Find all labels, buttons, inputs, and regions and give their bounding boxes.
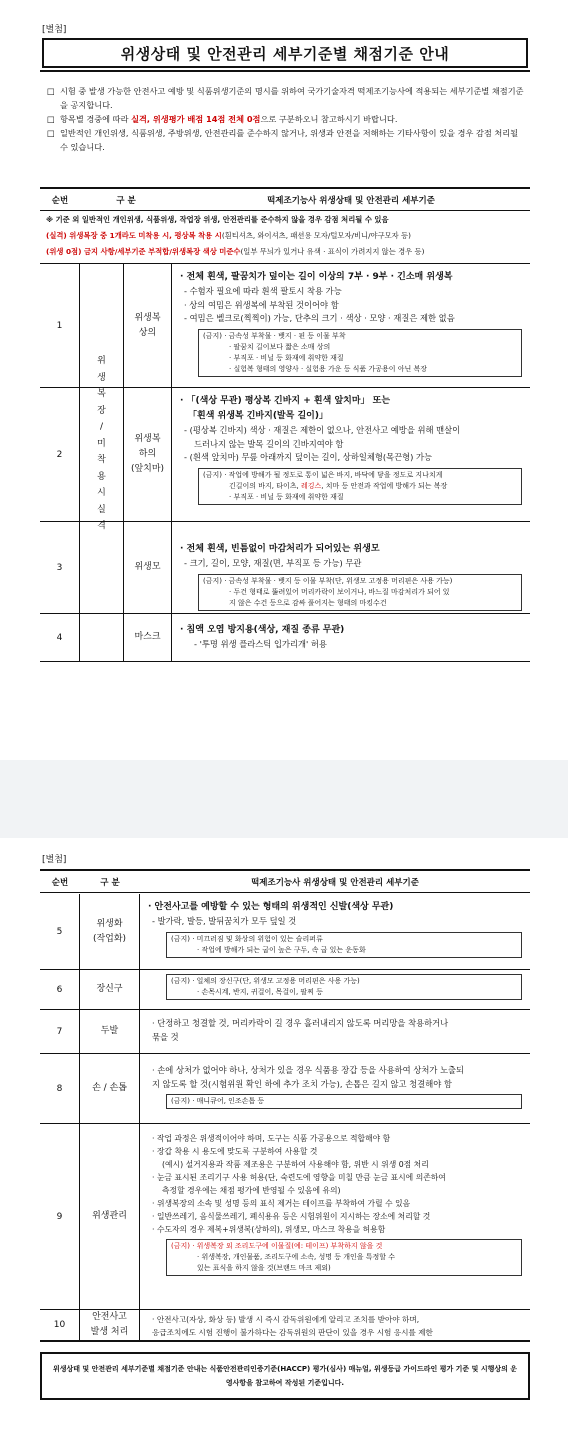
prohibited-line: · 실험복 형태의 영양사 · 실험용 가운 등 식품 가공용이 아닌 복장: [229, 364, 427, 373]
criteria-line: · 손에 상처가 없어야 하나, 상처가 있을 경우 식품용 장갑 등을 사용하여 상처가 노출되: [152, 1065, 465, 1075]
criteria-line: 드러나지 않는 발목 길이의 긴바지여야 함: [194, 438, 344, 449]
criteria-line: 지 않도록 할 것(시험위원 확인 하에 추가 조치 가능), 손톱은 길지 않고 청결해야 함: [152, 1078, 452, 1089]
header-criteria: 떡제조기능사 위생상태 및 안전관리 세부기준: [251, 878, 419, 888]
note-zero-score: (위생 0점) 금지 사항/세부기준 부적합/위생복장 색상 미준수: [46, 247, 241, 256]
criteria-main: 「흰색 위생복 긴바지(발목 길이)」: [188, 411, 328, 421]
row-criteria: [140, 1310, 530, 1340]
mid-char: 미: [97, 438, 106, 449]
row-criteria: [140, 894, 530, 969]
prohibited-box: [166, 1094, 522, 1109]
mid-char: 복: [97, 389, 106, 400]
criteria-line: · 작업 과정은 위생적이어야 하며, 도구는 식품 가공용으로 적합해야 함: [152, 1134, 391, 1143]
prohibited-line: (금지) · 일체의 장신구(단, 위생모 고정용 머리핀은 사용 가능): [171, 977, 360, 985]
prohibited-line: · 부직포 · 비닐 등 화재에 취약한 재질: [229, 492, 344, 501]
mid-char: 위: [97, 356, 106, 367]
prohibited-line: · 부직포 · 비닐 등 화재에 취약한 재질: [229, 353, 344, 362]
row-number: 10: [40, 1310, 80, 1340]
row-number: 5: [40, 894, 80, 969]
row-criteria: [140, 1124, 530, 1309]
prohibited-line: (금지) · 작업에 방해가 될 정도로 통이 넓은 바지, 바닥에 닿을 정도로 지나치게: [203, 470, 443, 479]
criteria-main: · 「(색상 무관) 평상복 긴바지 + 흰색 앞치마」 또는: [180, 396, 391, 406]
intro-item: [47, 84, 525, 112]
header-criteria: 떡제조기능사 위생상태 및 안전관리 세부기준: [267, 196, 435, 206]
header-number: 순번: [51, 878, 69, 888]
prohibited-highlight: (금지) · 위생복장 외 조리도구에 이물질(예: 테이프) 부착하지 않을 것: [171, 1242, 383, 1250]
row-criteria: [172, 614, 530, 661]
criteria-line: · 수도자의 경우 제복+위생복(상하의), 위생모, 마스크 착용을 허용함: [152, 1225, 386, 1234]
header-number: 순번: [51, 196, 69, 206]
prohibited-box: [166, 974, 522, 1000]
mid-char: /: [99, 422, 104, 433]
row-number: 9: [40, 1124, 80, 1309]
prohibited-highlight: 레깅스: [300, 481, 322, 490]
mid-char: 착: [97, 455, 106, 466]
criteria-line: - 수험자 필요에 따라 흰색 팔토시 착용 가능: [184, 286, 342, 296]
criteria-line: · 눈금 표시된 조리기구 사용 허용(단, 숙련도에 영향을 미칠 만큼 눈금 표시에 의존하여: [152, 1173, 446, 1182]
row-category: 위생모: [124, 522, 172, 613]
note-disqualify: (실격) 위생복장 중 1개라도 미착용 시, 평상복 착용 시: [46, 231, 222, 240]
page-gap: [0, 760, 568, 838]
row-category: 장신구: [80, 970, 140, 1009]
prohibited-line: (금지) · 매니큐어, 인조손톱 등: [171, 1097, 265, 1105]
attachment-tag: [별첨]: [42, 25, 67, 35]
header-category: 구 분: [116, 196, 136, 206]
table-row: [40, 1124, 530, 1310]
row-criteria: [140, 970, 530, 1009]
criteria-main: · 안전사고를 예방할 수 있는 형태의 위생적인 신발(색상 무관): [148, 902, 394, 912]
prohibited-text: 긴길이의 바지, 타이츠,: [229, 481, 301, 490]
intro-item: [47, 126, 525, 154]
prohibited-box: [166, 932, 522, 958]
attachment-tag: [별첨]: [42, 855, 67, 865]
category-line: 상의: [138, 327, 157, 338]
criteria-line: · 장갑 착용 시 용도에 맞도록 구분하여 사용할 것: [152, 1147, 318, 1156]
row-number: 7: [40, 1010, 80, 1053]
general-notes: [40, 212, 530, 264]
mid-char: 시: [97, 488, 106, 499]
intro-text: 시험 중 발생 가능한 안전사고 예방 및 식품위생기준의 명시를 위하여 국가기술자격 떡제조기능사에 적용되는 세부기준별 채점기준을 공지합니다.: [60, 86, 524, 110]
page-title: 위생상태 및 안전관리 세부기준별 채점기준 안내: [120, 44, 450, 63]
prohibited-text: , 치마 등 안전과 작업에 방해가 되는 복장: [321, 481, 448, 490]
row-number: 1: [40, 264, 80, 387]
prohibited-line: (금지) · 금속성 부착물 · 뱃지 · 핀 등 이물 부착: [203, 331, 346, 340]
table-row: [40, 522, 530, 614]
prohibited-line: (금지) · 미끄러짐 및 화상의 위험이 있는 슬리퍼류: [171, 934, 323, 943]
prohibited-box: [166, 1239, 522, 1276]
mid-char: 실: [97, 504, 106, 515]
criteria-line: - '투명 위생 플라스틱 입가리개' 허용: [194, 639, 327, 649]
header-category: 구 분: [100, 878, 120, 888]
criteria-line: - 크기, 길이, 모양, 재질(면, 부직포 등 가능) 무관: [184, 558, 362, 568]
criteria-line: · 안전사고(자상, 화상 등) 발생 시 즉시 감독위원에게 알리고 조치를 받아야 하며,: [152, 1315, 420, 1324]
criteria-line: 응급조치에도 시험 진행이 불가하다는 감독위원의 판단이 있을 경우 시험 응시를 제한: [152, 1328, 433, 1337]
criteria-main: · 전체 흰색, 빈틈없이 마감처리가 되어있는 위생모: [180, 544, 380, 554]
criteria-line: - 여밈은 벨크로(찍찍이) 가능, 단추의 크기 · 색상 · 모양 · 재질은 제한 없음: [184, 313, 455, 323]
mid-char: 용: [97, 471, 106, 482]
row-category: [80, 1310, 140, 1340]
table-row: [40, 1310, 530, 1342]
criteria-line: - 발가락, 발등, 발뒤꿈치가 모두 덮일 것: [152, 916, 297, 926]
prohibited-box: [198, 329, 522, 377]
table-header: [40, 871, 530, 893]
criteria-line: (예시) 설거지용과 작품 제조용은 구분하여 사용해야 함, 위반 시 위생 0점 처리: [162, 1160, 429, 1169]
category-line: 위생화: [96, 918, 123, 929]
criteria-line: 묶을 것: [152, 1031, 179, 1042]
prohibited-line: · 위생복장, 개인물품, 조리도구에 소속, 성명 등 개인을 특정할 수: [197, 1253, 395, 1261]
criteria-line: · 단정하고 청결할 것, 머리카락이 길 경우 흘러내리지 않도록 머리망을 착용하거나: [152, 1018, 449, 1028]
footer-note: 위생상태 및 안전관리 세부기준별 채점기준 안내는 식품안전관리인증기준(HACCP) 평가(심사) 매뉴얼, 위생등급 가이드라인 평가 기준 및 시행상의 운영사항을 참고하여 작성된 기준입니다.: [40, 1352, 530, 1400]
mid-char: 격: [97, 521, 106, 532]
page-2: [0, 838, 568, 1440]
prohibited-line: 있는 표식을 하지 않을 것(브랜드 마크 제외): [197, 1264, 331, 1272]
row-number: 8: [40, 1054, 80, 1123]
table-row: [40, 1054, 530, 1124]
category-line: (작업화): [92, 933, 127, 944]
checkbox-square-icon: □: [47, 114, 55, 124]
prohibited-line: · 손목시계, 반지, 귀걸이, 목걸이, 팔찌 등: [197, 988, 323, 996]
row-number: 3: [40, 522, 80, 613]
criteria-line: · 상의 여밈은 위생복에 부착된 것이어야 함: [184, 299, 339, 310]
row-category: 두발: [80, 1010, 140, 1053]
criteria-line: - (평상복 긴바지) 색상 · 재질은 제한이 없으나, 안전사고 예방을 위해 맨살이: [184, 425, 461, 435]
prohibited-box: [198, 574, 522, 611]
row-criteria: [140, 1010, 530, 1053]
row-category: [124, 388, 172, 521]
row-category: [124, 264, 172, 387]
prohibited-line: 지 않은 수건 등으로 감싸 풀어지는 형태의 마킹수건: [229, 598, 387, 607]
criteria-line: - (흰색 앞치마) 무릎 아래까지 덮이는 길이, 상하일체형(목끈형) 가능: [184, 452, 433, 462]
row-criteria: [140, 1054, 530, 1123]
row-category: 위생관리: [80, 1124, 140, 1309]
note-disqualify-detail: (흰티셔츠, 와이셔츠, 패션용 모자/털모자/비니/야구모자 등): [221, 231, 411, 240]
intro-text: 항목별 경중에 따라: [60, 114, 132, 124]
category-line: 하의: [138, 449, 157, 459]
row-number: 4: [40, 614, 80, 661]
mid-char: 생: [97, 372, 106, 383]
note-zero-score-detail: (일부 무늬가 있거나 유색 · 표식이 가려지지 않는 경우 등): [240, 247, 425, 256]
checkbox-square-icon: □: [47, 128, 55, 138]
criteria-line: · 일반쓰레기, 음식물쓰레기, 폐식용유 등은 시험위원이 지시하는 장소에 처리할 것: [152, 1212, 431, 1221]
row-category: 손 / 손톱: [80, 1054, 140, 1123]
table-header: [40, 189, 530, 211]
category-line: 위생복: [134, 312, 161, 323]
note-general: ※ 기준 외 일반적인 개인위생, 식품위생, 작업장 위생, 안전관리를 준수하지 않을 경우 감점 처리될 수 있음: [46, 215, 389, 224]
row-category: 마스크: [124, 614, 172, 661]
criteria-line: · 위생복장의 소속 및 성명 등의 표식 제거는 테이프를 부착하여 가릴 수 있음: [152, 1199, 411, 1208]
criteria-main: · 침액 오염 방지용(색상, 재질 종류 무관): [180, 625, 345, 635]
table-row: [40, 264, 530, 388]
table-row: [40, 1010, 530, 1054]
blank-cell: [80, 614, 124, 661]
row-category: [80, 894, 140, 969]
intro-text: 으로 구분하오니 참고하시기 바랍니다.: [260, 114, 398, 124]
prohibited-line: (금지) · 금속성 부착물 · 뱃지 등 이물 부착(단, 위생모 고정용 머리핀은 사용 가능): [203, 576, 453, 585]
title-underline: [40, 70, 530, 72]
category-line: (앞치마): [130, 464, 165, 474]
checkbox-square-icon: □: [47, 86, 55, 96]
criteria-main: · 전체 흰색, 팔꿈치가 덮이는 길이 이상의 7부 · 9부 · 긴소매 위생복: [180, 272, 453, 282]
prohibited-line: · 팔꿈치 길이보다 짧은 소매 상의: [229, 342, 331, 351]
row-number: 6: [40, 970, 80, 1009]
intro-text: 일반적인 개인위생, 식품위생, 주방위생, 안전관리를 준수하지 않거나, 위생과 안전을 저해하는 기타사항이 있을 경우 감점 처리될 수 있습니다.: [60, 128, 519, 152]
intro-highlight: 실격, 위생평가 배점 14점 전체 0점: [131, 114, 261, 124]
table-row: [40, 614, 530, 662]
intro-notices: [47, 84, 525, 154]
category-line: 안전사고: [92, 1312, 127, 1322]
category-line: 위생복: [134, 434, 161, 444]
row-criteria: [172, 264, 530, 387]
row-criteria: [172, 522, 530, 613]
mid-char: 장: [97, 405, 106, 416]
prohibited-line: · 두건 형태로 뚫려있어 머리카락이 보이거나, 바느질 마감처리가 되어 있: [229, 587, 450, 596]
page-title-box: [42, 38, 528, 68]
prohibited-line: · 작업에 방해가 되는 굽이 높은 구두, 속 굽 있는 운동화: [197, 945, 366, 954]
table-row: [40, 388, 530, 522]
criteria-line: 측정할 경우에는 채점 평가에 반영될 수 있음에 유의): [162, 1186, 341, 1195]
row-number: 2: [40, 388, 80, 521]
intro-item: [47, 112, 525, 126]
row-criteria: [172, 388, 530, 521]
table-row: [40, 894, 530, 970]
prohibited-box: [198, 468, 522, 505]
table-row: [40, 970, 530, 1010]
category-line: 발생 처리: [90, 1327, 129, 1337]
